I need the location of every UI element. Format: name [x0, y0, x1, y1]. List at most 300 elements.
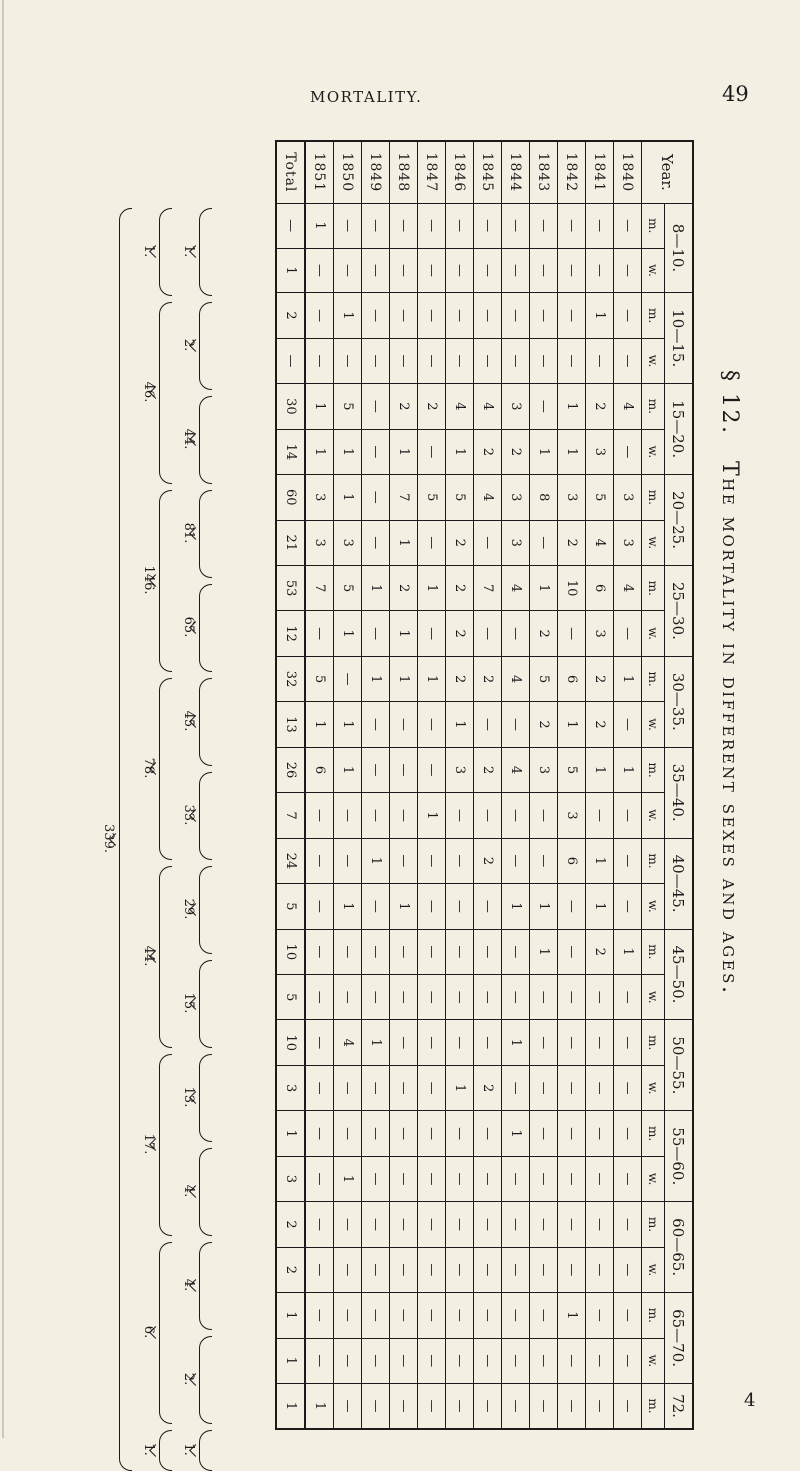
- death-count-cell: 2: [418, 384, 446, 429]
- year-header: Year.: [642, 141, 694, 203]
- bracket-total-label: 15.: [181, 992, 196, 1014]
- death-count-cell: —: [530, 203, 558, 248]
- death-count-cell: —: [305, 1293, 334, 1339]
- death-count-cell: 4: [502, 656, 530, 701]
- bracket-total-label: 46.: [141, 381, 156, 403]
- sex-header: m.: [642, 1202, 665, 1248]
- death-count-cell: —: [614, 1293, 642, 1339]
- death-count-cell: —: [502, 338, 530, 383]
- death-count-cell: 1: [362, 656, 390, 701]
- death-count-cell: 6: [558, 838, 586, 884]
- age-group-header: 40—45.: [665, 838, 694, 929]
- death-count-cell: —: [362, 384, 390, 429]
- death-count-cell: 1: [418, 656, 446, 701]
- table-row: [614, 141, 642, 1429]
- running-head: MORTALITY.: [310, 88, 423, 106]
- death-count-cell: 3: [586, 429, 614, 474]
- death-count-cell: 1: [334, 747, 362, 793]
- sex-header: w.: [642, 611, 665, 656]
- death-count-cell: —: [362, 1383, 390, 1429]
- age-group-header: 50—55.: [665, 1020, 694, 1111]
- death-count-cell: —: [362, 1293, 390, 1339]
- death-count-cell: 1: [334, 702, 362, 747]
- death-count-cell: —: [446, 293, 474, 339]
- death-count-cell: —: [614, 702, 642, 747]
- death-count-cell: —: [362, 929, 390, 975]
- death-count-cell: —: [390, 1020, 418, 1066]
- death-count-cell: —: [474, 1247, 502, 1292]
- death-count-cell: —: [390, 793, 418, 838]
- death-count-cell: —: [362, 293, 390, 339]
- death-count-cell: —: [530, 975, 558, 1020]
- death-count-cell: —: [502, 793, 530, 838]
- death-count-cell: 1: [390, 520, 418, 565]
- death-count-cell: 5: [558, 747, 586, 793]
- mortality-table: [275, 140, 694, 1430]
- death-count-cell: —: [362, 1111, 390, 1157]
- sex-header: m.: [642, 1020, 665, 1066]
- total-cell: 13: [276, 702, 305, 747]
- death-count-cell: 1: [334, 475, 362, 520]
- bracket-total-label: 44.: [181, 428, 196, 450]
- death-count-cell: —: [474, 929, 502, 975]
- death-count-cell: —: [614, 1202, 642, 1248]
- death-count-cell: —: [334, 1383, 362, 1429]
- bracket-total-label: 81.: [181, 522, 196, 544]
- age-group-header: 15—20.: [665, 384, 694, 475]
- sex-header: m.: [642, 929, 665, 975]
- death-count-cell: —: [418, 1066, 446, 1111]
- bracket-total-label: 6.: [141, 1325, 156, 1339]
- year-cell: 1846: [446, 141, 474, 203]
- death-count-cell: 1: [586, 747, 614, 793]
- death-count-cell: —: [446, 1111, 474, 1157]
- death-count-cell: —: [418, 929, 446, 975]
- death-count-cell: —: [558, 1202, 586, 1248]
- bracket-total-label: 44.: [141, 945, 156, 967]
- table-caption: [717, 370, 742, 1430]
- total-bracket: [199, 584, 212, 672]
- death-count-cell: —: [418, 1202, 446, 1248]
- bracket-total-label: 2.: [181, 1372, 196, 1386]
- death-count-cell: —: [418, 1111, 446, 1157]
- death-count-cell: —: [530, 1156, 558, 1201]
- death-count-cell: 4: [446, 384, 474, 429]
- death-count-cell: —: [390, 1293, 418, 1339]
- death-count-cell: 1: [305, 1383, 334, 1429]
- death-count-cell: 1: [390, 884, 418, 929]
- death-count-cell: —: [502, 1156, 530, 1201]
- death-count-cell: —: [362, 203, 390, 248]
- death-count-cell: 1: [614, 929, 642, 975]
- death-count-cell: —: [586, 1111, 614, 1157]
- age-group-header: 10—15.: [665, 293, 694, 384]
- total-cell: 1: [276, 1293, 305, 1339]
- age-group-header: 55—60.: [665, 1111, 694, 1202]
- death-count-cell: —: [446, 838, 474, 884]
- total-bracket: [199, 1242, 212, 1330]
- bracket-total-label: 45.: [181, 710, 196, 732]
- death-count-cell: 5: [334, 565, 362, 610]
- death-count-cell: —: [362, 747, 390, 793]
- total-bracket: [199, 960, 212, 1048]
- death-count-cell: 5: [305, 656, 334, 701]
- death-count-cell: 7: [305, 565, 334, 610]
- caption-title: The mortality in different sexes and ages.: [717, 460, 742, 996]
- death-count-cell: —: [558, 975, 586, 1020]
- total-cell: 2: [276, 1247, 305, 1292]
- bracket-total-label: 146.: [141, 565, 156, 595]
- death-count-cell: —: [614, 611, 642, 656]
- death-count-cell: —: [586, 1020, 614, 1066]
- death-count-cell: —: [558, 1111, 586, 1157]
- death-count-cell: 8: [530, 475, 558, 520]
- death-count-cell: 3: [586, 611, 614, 656]
- total-cell: 1: [276, 248, 305, 293]
- sex-header: m.: [642, 1111, 665, 1157]
- death-count-cell: 1: [530, 929, 558, 975]
- death-count-cell: —: [530, 248, 558, 293]
- death-count-cell: —: [474, 611, 502, 656]
- death-count-cell: —: [530, 1020, 558, 1066]
- death-count-cell: —: [305, 1111, 334, 1157]
- year-cell: 1851: [305, 141, 334, 203]
- sex-header: m.: [642, 203, 665, 248]
- total-cell: 21: [276, 520, 305, 565]
- death-count-cell: 1: [334, 293, 362, 339]
- table-row: [418, 141, 446, 1429]
- death-count-cell: —: [334, 1202, 362, 1248]
- death-count-cell: 1: [558, 429, 586, 474]
- page-edge-rule: [2, 0, 4, 1438]
- death-count-cell: —: [334, 1066, 362, 1111]
- total-cell: 2: [276, 1202, 305, 1248]
- death-count-cell: —: [586, 1066, 614, 1111]
- sex-header: m.: [642, 475, 665, 520]
- death-count-cell: —: [502, 1202, 530, 1248]
- death-count-cell: —: [586, 975, 614, 1020]
- death-count-cell: —: [558, 203, 586, 248]
- bracket-total-label: 1.: [181, 1443, 196, 1456]
- death-count-cell: —: [586, 1202, 614, 1248]
- death-count-cell: 1: [305, 702, 334, 747]
- sex-header: w.: [642, 1247, 665, 1292]
- death-count-cell: 4: [502, 565, 530, 610]
- death-count-cell: —: [474, 338, 502, 383]
- death-count-cell: 2: [586, 656, 614, 701]
- death-count-cell: —: [418, 1156, 446, 1201]
- death-count-cell: —: [305, 838, 334, 884]
- death-count-cell: —: [418, 1383, 446, 1429]
- total-cell: 1: [276, 1383, 305, 1429]
- table-row: [530, 141, 558, 1429]
- bracket-total-label: 1.: [181, 244, 196, 258]
- total-bracket: [199, 1430, 212, 1471]
- death-count-cell: 3: [614, 475, 642, 520]
- death-count-cell: —: [502, 1293, 530, 1339]
- death-count-cell: —: [558, 1383, 586, 1429]
- bracket-total-label: 17.: [141, 1133, 156, 1155]
- death-count-cell: —: [446, 975, 474, 1020]
- total-cell: 32: [276, 656, 305, 701]
- death-count-cell: —: [418, 1293, 446, 1339]
- death-count-cell: —: [390, 1066, 418, 1111]
- death-count-cell: —: [586, 338, 614, 383]
- death-count-cell: —: [614, 338, 642, 383]
- death-count-cell: 3: [334, 520, 362, 565]
- total-cell: 5: [276, 975, 305, 1020]
- total-cell: 3: [276, 1156, 305, 1201]
- sex-header: m.: [642, 1383, 665, 1429]
- death-count-cell: 3: [502, 384, 530, 429]
- death-count-cell: 2: [446, 565, 474, 610]
- death-count-cell: —: [446, 1156, 474, 1201]
- sex-header: w.: [642, 1338, 665, 1383]
- sex-header: w.: [642, 520, 665, 565]
- death-count-cell: —: [305, 293, 334, 339]
- total-bracket: [199, 396, 212, 484]
- death-count-cell: —: [614, 884, 642, 929]
- total-bracket: [199, 772, 212, 860]
- total-bracket: [159, 302, 172, 484]
- death-count-cell: 5: [418, 475, 446, 520]
- death-count-cell: —: [390, 1156, 418, 1201]
- death-count-cell: —: [446, 203, 474, 248]
- death-count-cell: 2: [586, 929, 614, 975]
- death-count-cell: —: [474, 884, 502, 929]
- death-count-cell: —: [530, 1202, 558, 1248]
- death-count-cell: 1: [586, 838, 614, 884]
- death-count-cell: —: [446, 1202, 474, 1248]
- age-group-header: 72.: [665, 1383, 694, 1429]
- year-cell: 1843: [530, 141, 558, 203]
- year-cell: 1847: [418, 141, 446, 203]
- death-count-cell: 5: [530, 656, 558, 701]
- death-count-cell: —: [502, 975, 530, 1020]
- total-cell: 14: [276, 429, 305, 474]
- death-count-cell: —: [390, 929, 418, 975]
- age-group-header: 65—70.: [665, 1293, 694, 1384]
- death-count-cell: —: [614, 293, 642, 339]
- death-count-cell: 5: [446, 475, 474, 520]
- death-count-cell: —: [418, 1247, 446, 1292]
- death-count-cell: —: [390, 702, 418, 747]
- death-count-cell: 2: [474, 656, 502, 701]
- death-count-cell: —: [614, 1020, 642, 1066]
- death-count-cell: —: [446, 884, 474, 929]
- death-count-cell: —: [418, 611, 446, 656]
- death-count-cell: —: [362, 611, 390, 656]
- total-cell: 1: [276, 1111, 305, 1157]
- death-count-cell: —: [474, 248, 502, 293]
- death-count-cell: —: [446, 1338, 474, 1383]
- death-count-cell: —: [614, 975, 642, 1020]
- death-count-cell: 4: [334, 1020, 362, 1066]
- death-count-cell: —: [390, 1338, 418, 1383]
- death-count-cell: —: [305, 929, 334, 975]
- table-row: [558, 141, 586, 1429]
- total-bracket: [159, 490, 172, 672]
- death-count-cell: —: [334, 793, 362, 838]
- death-count-cell: —: [558, 611, 586, 656]
- death-count-cell: —: [446, 1247, 474, 1292]
- death-count-cell: —: [614, 1156, 642, 1201]
- total-bracket: [159, 866, 172, 1048]
- age-group-header: 8—10.: [665, 203, 694, 293]
- death-count-cell: —: [586, 793, 614, 838]
- age-group-header: 60—65.: [665, 1202, 694, 1293]
- death-count-cell: 1: [530, 429, 558, 474]
- death-count-cell: —: [474, 293, 502, 339]
- death-count-cell: —: [334, 338, 362, 383]
- death-count-cell: —: [474, 1156, 502, 1201]
- death-count-cell: —: [390, 1202, 418, 1248]
- death-count-cell: —: [390, 838, 418, 884]
- age-group-header: 20—25.: [665, 475, 694, 566]
- death-count-cell: 3: [305, 475, 334, 520]
- death-count-cell: 3: [558, 793, 586, 838]
- death-count-cell: —: [305, 1066, 334, 1111]
- year-cell: 1845: [474, 141, 502, 203]
- death-count-cell: —: [362, 1066, 390, 1111]
- death-count-cell: —: [362, 975, 390, 1020]
- year-cell: 1848: [390, 141, 418, 203]
- death-count-cell: —: [305, 1020, 334, 1066]
- death-count-cell: —: [362, 1156, 390, 1201]
- death-count-cell: —: [334, 203, 362, 248]
- death-count-cell: —: [362, 1247, 390, 1292]
- death-count-cell: —: [530, 520, 558, 565]
- death-count-cell: —: [418, 429, 446, 474]
- totals-brackets: [66, 140, 216, 1456]
- year-cell: 1840: [614, 141, 642, 203]
- bracket-total-label: 33.: [181, 804, 196, 826]
- death-count-cell: —: [502, 248, 530, 293]
- death-count-cell: —: [474, 702, 502, 747]
- death-count-cell: 10: [558, 565, 586, 610]
- total-cell: 53: [276, 565, 305, 610]
- death-count-cell: 1: [530, 884, 558, 929]
- death-count-cell: —: [390, 203, 418, 248]
- death-count-cell: —: [530, 384, 558, 429]
- sex-header: w.: [642, 884, 665, 929]
- death-count-cell: —: [362, 338, 390, 383]
- death-count-cell: —: [418, 293, 446, 339]
- death-count-cell: 2: [586, 702, 614, 747]
- death-count-cell: —: [530, 793, 558, 838]
- total-cell: 10: [276, 929, 305, 975]
- total-bracket: [159, 678, 172, 860]
- death-count-cell: 2: [474, 1066, 502, 1111]
- age-group-header: 30—35.: [665, 656, 694, 747]
- death-count-cell: —: [502, 293, 530, 339]
- total-cell: 24: [276, 838, 305, 884]
- death-count-cell: 4: [474, 384, 502, 429]
- death-count-cell: —: [586, 1338, 614, 1383]
- death-count-cell: —: [446, 793, 474, 838]
- death-count-cell: 4: [474, 475, 502, 520]
- total-cell: 1: [276, 1338, 305, 1383]
- death-count-cell: —: [418, 203, 446, 248]
- death-count-cell: —: [558, 1338, 586, 1383]
- death-count-cell: —: [390, 293, 418, 339]
- death-count-cell: —: [305, 975, 334, 1020]
- death-count-cell: —: [446, 1383, 474, 1429]
- death-count-cell: 3: [558, 475, 586, 520]
- death-count-cell: —: [418, 702, 446, 747]
- death-count-cell: 1: [362, 565, 390, 610]
- death-count-cell: 2: [446, 520, 474, 565]
- total-cell: 12: [276, 611, 305, 656]
- death-count-cell: —: [362, 702, 390, 747]
- death-count-cell: 7: [390, 475, 418, 520]
- table-row: [502, 141, 530, 1429]
- death-count-cell: 4: [614, 565, 642, 610]
- total-cell: 5: [276, 884, 305, 929]
- bracket-total-label: 2.: [181, 338, 196, 352]
- death-count-cell: —: [305, 884, 334, 929]
- death-count-cell: —: [586, 1247, 614, 1292]
- age-group-header-row: [665, 141, 694, 1429]
- death-count-cell: —: [530, 1247, 558, 1292]
- death-count-cell: —: [390, 975, 418, 1020]
- death-count-cell: —: [334, 1111, 362, 1157]
- sex-header: m.: [642, 384, 665, 429]
- table-row: [305, 141, 334, 1429]
- death-count-cell: 2: [474, 429, 502, 474]
- death-count-cell: 2: [474, 747, 502, 793]
- death-count-cell: 1: [446, 429, 474, 474]
- sex-header: w.: [642, 702, 665, 747]
- death-count-cell: —: [474, 1293, 502, 1339]
- death-count-cell: 2: [474, 838, 502, 884]
- death-count-cell: —: [418, 884, 446, 929]
- total-cell: 2: [276, 293, 305, 339]
- death-count-cell: —: [362, 793, 390, 838]
- death-count-cell: —: [502, 702, 530, 747]
- year-cell: 1842: [558, 141, 586, 203]
- death-count-cell: —: [334, 248, 362, 293]
- death-count-cell: —: [502, 929, 530, 975]
- death-count-cell: —: [558, 929, 586, 975]
- death-count-cell: —: [502, 838, 530, 884]
- age-group-header: 35—40.: [665, 747, 694, 838]
- death-count-cell: 1: [558, 702, 586, 747]
- death-count-cell: 1: [305, 203, 334, 248]
- death-count-cell: —: [418, 1020, 446, 1066]
- death-count-cell: —: [362, 520, 390, 565]
- death-count-cell: —: [586, 1383, 614, 1429]
- death-count-cell: —: [446, 1020, 474, 1066]
- death-count-cell: —: [530, 338, 558, 383]
- death-count-cell: —: [390, 1247, 418, 1292]
- death-count-cell: —: [305, 1156, 334, 1201]
- section-number: § 12.: [717, 370, 742, 436]
- table-row: [362, 141, 390, 1429]
- total-bracket: [199, 1148, 212, 1236]
- death-count-cell: —: [362, 884, 390, 929]
- total-cell: 3: [276, 1066, 305, 1111]
- year-cell: 1850: [334, 141, 362, 203]
- total-bracket: [199, 490, 212, 578]
- death-count-cell: —: [474, 203, 502, 248]
- death-count-cell: 1: [390, 611, 418, 656]
- table-row: [474, 141, 502, 1429]
- death-count-cell: —: [614, 203, 642, 248]
- bracket-total-label: 4.: [181, 1278, 196, 1292]
- death-count-cell: —: [558, 1156, 586, 1201]
- death-count-cell: —: [614, 1338, 642, 1383]
